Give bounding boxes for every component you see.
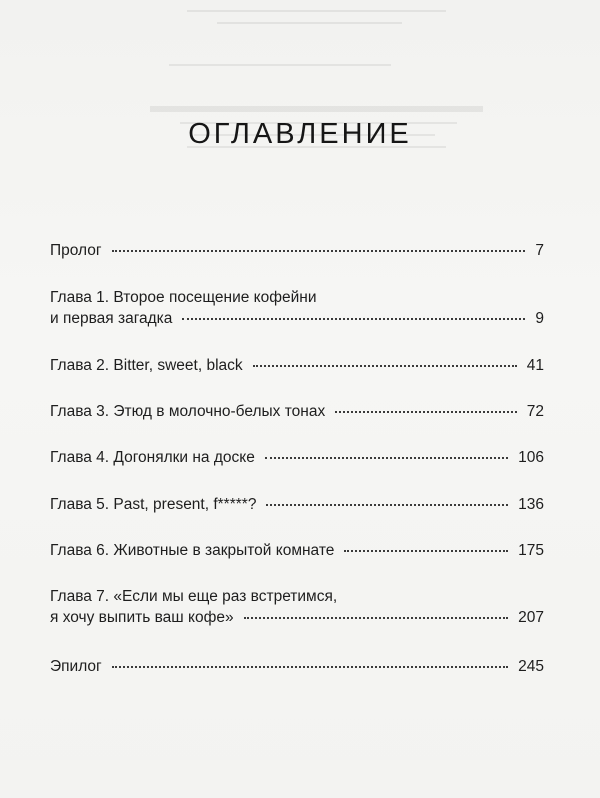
- toc-entry-title-line-2: я хочу выпить ваш кофе»: [50, 609, 234, 626]
- dot-leader: [266, 503, 508, 506]
- toc-entry-chapter-4[interactable]: [50, 447, 544, 468]
- toc-entry-page: 106: [518, 449, 544, 466]
- toc-entry-title: Глава 2. Bitter, sweet, black: [50, 357, 243, 374]
- toc-entry-title: Глава 6. Животные в закрытой комнате: [50, 542, 335, 559]
- toc-entry-chapter-2[interactable]: [50, 355, 544, 376]
- toc-entry-title-line-1: Глава 1. Второе посещение кофейни: [50, 289, 317, 306]
- toc-entry-page: 41: [526, 357, 544, 374]
- toc-entry-page: 175: [518, 542, 544, 559]
- toc-entry-title: Эпилог: [50, 658, 102, 675]
- toc-entry-page: 9: [535, 310, 544, 327]
- dot-leader: [112, 665, 508, 668]
- toc-entry-chapter-5[interactable]: [50, 494, 544, 515]
- dot-leader: [253, 364, 517, 367]
- toc-entry-title-line-1: Глава 7. «Если мы еще раз встретимся,: [50, 588, 338, 605]
- page-title: ОГЛАВЛЕНИЕ: [188, 118, 412, 150]
- toc-entry-page: 136: [518, 496, 544, 513]
- dot-leader: [112, 249, 526, 252]
- toc-entry-page: 207: [518, 609, 544, 626]
- toc-entry-page: 245: [518, 658, 544, 675]
- toc-entry-page: 7: [535, 242, 544, 259]
- dot-leader: [344, 549, 508, 552]
- dot-leader: [265, 456, 508, 459]
- dot-leader: [182, 317, 525, 320]
- toc-entry-title: Глава 4. Догонялки на доске: [50, 449, 255, 466]
- toc-entry-chapter-1[interactable]: [50, 287, 544, 329]
- dot-leader: [335, 410, 517, 413]
- dot-leader: [244, 616, 509, 619]
- toc-entry-title: Пролог: [50, 242, 102, 259]
- toc-entry-chapter-6[interactable]: [50, 540, 544, 561]
- toc-entry-title: Глава 3. Этюд в молочно-белых тонах: [50, 403, 326, 420]
- toc-entry-prologue[interactable]: [50, 240, 544, 261]
- toc-entry-chapter-3[interactable]: [50, 401, 544, 422]
- toc-entry-page: 72: [526, 403, 544, 420]
- toc-entry-title: Глава 5. Past, present, f*****?: [50, 496, 257, 513]
- toc-entry-epilogue[interactable]: [50, 656, 544, 677]
- toc-entry-chapter-7[interactable]: [50, 586, 544, 628]
- toc-entry-title-line-2: и первая загадка: [50, 310, 173, 327]
